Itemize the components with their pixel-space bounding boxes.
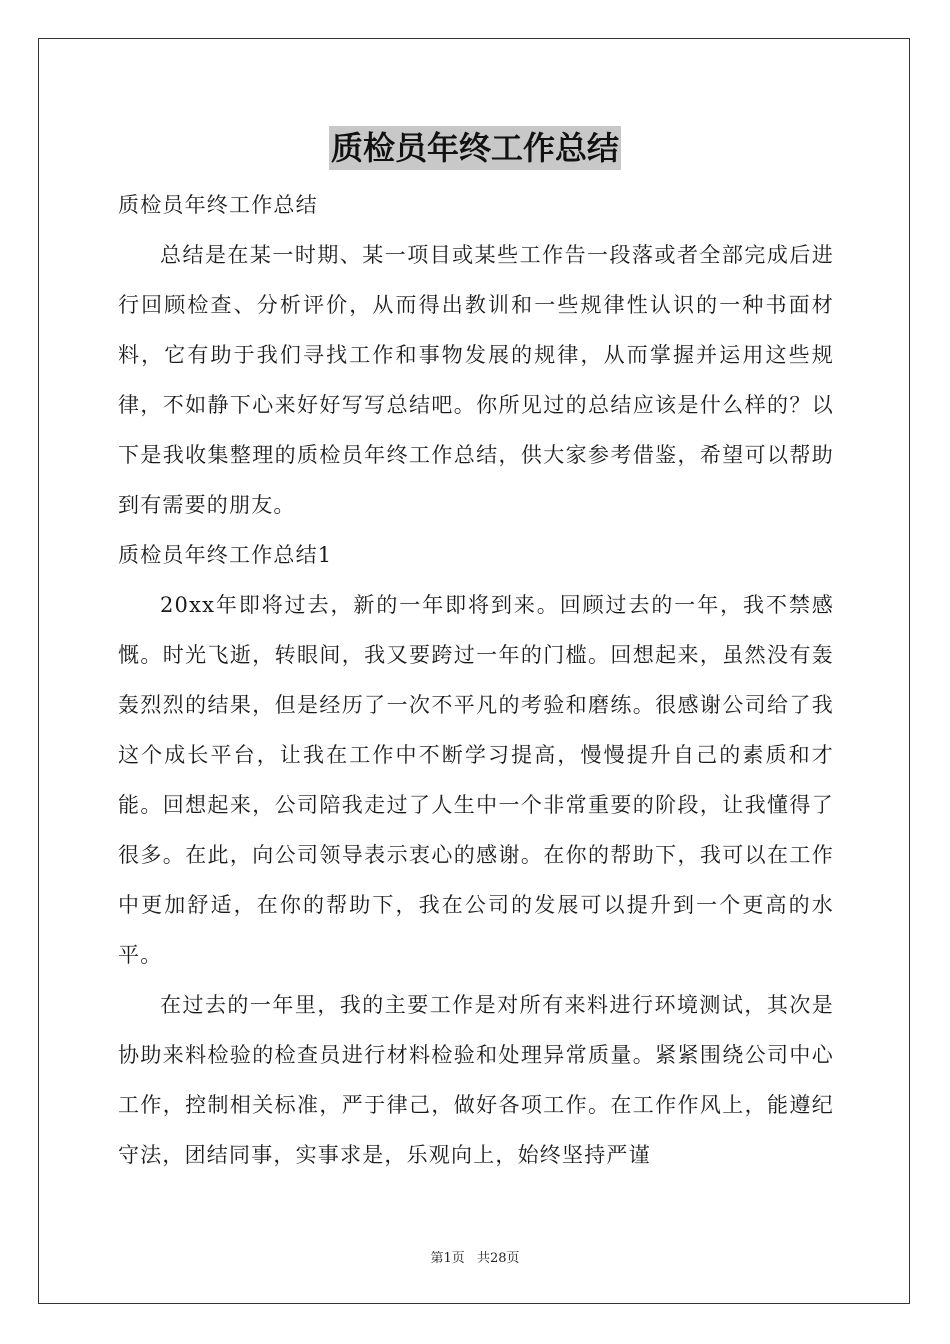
document-subtitle: 质检员年终工作总结 (118, 193, 318, 217)
section-paragraph: 在过去的一年里，我的主要工作是对所有来料进行环境测试，其次是协助来料检验的检查员进行材料检验和处理异常质量。紧紧围绕公司中心工作，控制相关标准，严于律己，做好各项工作。在工作作风上，能遵纪守法，团结同事，实事求是，乐观向上，始终坚持严谨 (118, 993, 834, 1167)
document-title: 质检员年终工作总结 (329, 126, 621, 170)
section-heading: 质检员年终工作总结1 (118, 543, 333, 567)
page-number: 第1页 (430, 1251, 465, 1266)
intro-paragraph: 总结是在某一时期、某一项目或某些工作告一段落或者全部完成后进行回顾检查、分析评价，从而得出教训和一些规律性认识的一种书面材料，它有助于我们寻找工作和事物发展的规律，从而掌握并运用这些规律，不如静下心来好好写写总结吧。你所见过的总结应该是什么样的？以下是我收集整理的质检员年终工作总结，供大家参考借鉴，希望可以帮助到有需要的朋友。 (118, 243, 834, 517)
page-total: 共28页 (476, 1251, 520, 1266)
document-body (118, 180, 834, 1180)
page-footer (0, 1247, 950, 1266)
title-container (0, 126, 950, 170)
section-paragraph: 20xx年即将过去，新的一年即将到来。回顾过去的一年，我不禁感慨。时光飞逝，转眼间，我又要跨过一年的门槛。回想起来，虽然没有轰轰烈烈的结果，但是经历了一次不平凡的考验和磨练。很感谢公司给了我这个成长平台，让我在工作中不断学习提高，慢慢提升自己的素质和才能。回想起来，公司陪我走过了人生中一个非常重要的阶段，让我懂得了很多。在此，向公司领导表示衷心的感谢。在你的帮助下，我可以在工作中更加舒适，在你的帮助下，我在公司的发展可以提升到一个更高的水平。 (118, 593, 834, 967)
